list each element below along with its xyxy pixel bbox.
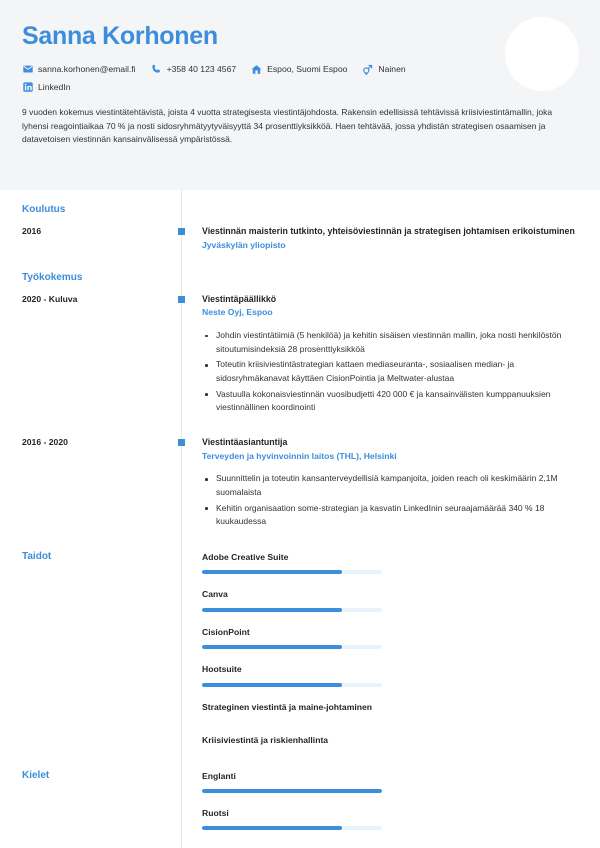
contact-location[interactable] [251, 64, 347, 75]
home-icon [251, 64, 262, 75]
list-item: Suunnittelin ja toteutin kansanterveydellisiä kampanjoita, joiden reach oli keskimäärin 2,1M suomalaista [202, 472, 580, 499]
section-main-languages [181, 770, 600, 845]
language-name: Englanti [202, 770, 236, 781]
skill-level-fill [202, 608, 342, 612]
page-title: Sanna Korhonen [22, 22, 218, 50]
contact-line-secondary [22, 82, 578, 93]
entry-title: Viestintäpäällikkö [202, 293, 277, 304]
language-item [202, 807, 382, 830]
contact-linkedin-label: LinkedIn [38, 82, 71, 93]
language-level-bar [202, 826, 382, 830]
skill-level-fill [202, 683, 342, 687]
skill-item [202, 663, 382, 686]
contact-email-label: sanna.korhonen@email.fi [38, 64, 136, 75]
skill-level-bar [202, 645, 382, 649]
skills-grid [202, 551, 580, 768]
timeline-marker-icon [178, 296, 185, 303]
contact-line-primary [22, 64, 578, 75]
skill-item [202, 734, 382, 753]
list-item: Kehitin organisaation some-strategian ja kasvatin LinkedInin seuraajamäärää 340 % 18 kuukaudessa [202, 502, 580, 529]
skill-item [202, 551, 382, 574]
education-entries [0, 225, 600, 252]
entry-date: 2016 - 2020 [22, 436, 68, 447]
linkedin-icon [22, 82, 33, 93]
skill-name: Hootsuite [202, 664, 242, 675]
skill-level-bar [202, 570, 382, 574]
skill-level-fill [202, 570, 342, 574]
entry-title: Viestintäasiantuntija [202, 436, 288, 447]
skill-item [202, 626, 382, 649]
entry-organization: Neste Oyj, Espoo [202, 307, 273, 318]
entry-bullet-list [202, 329, 580, 415]
skill-name: Canva [202, 589, 228, 600]
contact-linkedin[interactable] [22, 82, 71, 93]
skill-name: Kriisiviestintä ja riskienhallinta [202, 735, 329, 746]
language-level-fill [202, 826, 342, 830]
entry-body [181, 436, 600, 531]
contact-phone-label: +358 40 123 4567 [166, 64, 237, 75]
list-item: Vastuulla kokonaisviestinnän vuosibudjetti 420 000 € ja kansainvälisten kumppanuuksien viestinnällinen koordinointi [202, 388, 580, 415]
section-experience [0, 252, 600, 531]
entry-organization: Terveyden ja hyvinvoinnin laitos (THL), Helsinki [202, 450, 397, 461]
section-side-skills [0, 551, 181, 563]
skill-level-fill [202, 645, 342, 649]
skill-item [202, 588, 382, 611]
skill-name: Adobe Creative Suite [202, 551, 289, 562]
section-languages [0, 768, 600, 845]
section-main-skills [181, 551, 600, 768]
timeline-entry [0, 293, 600, 417]
entry-body [181, 293, 600, 417]
avatar [505, 17, 579, 91]
resume-body [0, 190, 600, 848]
section-side-education [0, 204, 181, 216]
skill-name: Strateginen viestintä ja maine-johtaminen [202, 701, 373, 712]
contact-location-label: Espoo, Suomi Espoo [267, 64, 348, 75]
timeline-marker-icon [178, 228, 185, 235]
experience-entries [0, 293, 600, 531]
entry-body [181, 225, 600, 252]
entry-date: 2020 - Kuluva [22, 293, 78, 304]
skill-name: CisionPoint [202, 626, 250, 637]
languages-grid [202, 770, 580, 845]
phone-icon [151, 64, 162, 75]
section-side-experience [0, 272, 181, 284]
skill-level-bar [202, 683, 382, 687]
entry-bullet-list [202, 472, 580, 528]
gender-icon [362, 64, 373, 75]
section-title-skills: Taidot [22, 550, 52, 562]
contact-email[interactable] [22, 64, 136, 75]
contact-gender-label: Nainen [378, 64, 406, 75]
timeline-entry [0, 225, 600, 252]
language-item [202, 770, 382, 793]
skill-item [202, 701, 382, 720]
resume-header [0, 0, 600, 190]
section-side-languages [0, 770, 181, 782]
contact-gender[interactable] [362, 64, 405, 75]
envelope-icon [22, 64, 33, 75]
section-skills [0, 531, 600, 768]
contact-phone[interactable] [151, 64, 237, 75]
language-level-fill [202, 789, 382, 793]
entry-title: Viestinnän maisterin tutkinto, yhteisöviestinnän ja strategisen johtamisen erikoistuminen [202, 226, 575, 236]
timeline-marker-icon [178, 439, 185, 446]
section-title-education: Koulutus [22, 204, 66, 215]
section-education [0, 190, 600, 252]
section-title-languages: Kielet [22, 769, 50, 781]
contact-block [22, 64, 578, 93]
entry-date: 2016 [22, 226, 42, 236]
entry-organization: Jyväskylän yliopisto [202, 239, 286, 250]
language-level-bar [202, 789, 382, 793]
list-item: Johdin viestintätiimiä (5 henkilöä) ja kehitin sisäisen viestinnän mallin, joka nosti henkilöstön sitoutumisindeksiä 28 prosenttiyksikköä [202, 329, 580, 356]
profile-summary: 9 vuoden kokemus viestintätehtävistä, joista 4 vuotta strategisesta viestintäjohdosta. Rakensin edellisissä tehtävissä kriisiviestintämallin, joka lyhensi reagointiaikaa 70 % ja nosti sidosryhmätyytyväisyyttä 34 prosenttiyksikköä. Haen tehtävää, jossa yhdistän strategisen osaamisen ja datavetoisen viestinnän kansainvälisessä ympäristössä. [22, 106, 553, 145]
language-name: Ruotsi [202, 808, 229, 819]
list-item: Toteutin kriisiviestintästrategian kattaen mediaseuranta-, sosiaalisen median- ja sidosryhmäkanavat käyttäen CisionPointia ja Meltwater-alustaa [202, 358, 580, 385]
timeline-entry [0, 436, 600, 531]
section-title-experience: Työkokemus [22, 271, 83, 283]
skill-level-bar [202, 608, 382, 612]
